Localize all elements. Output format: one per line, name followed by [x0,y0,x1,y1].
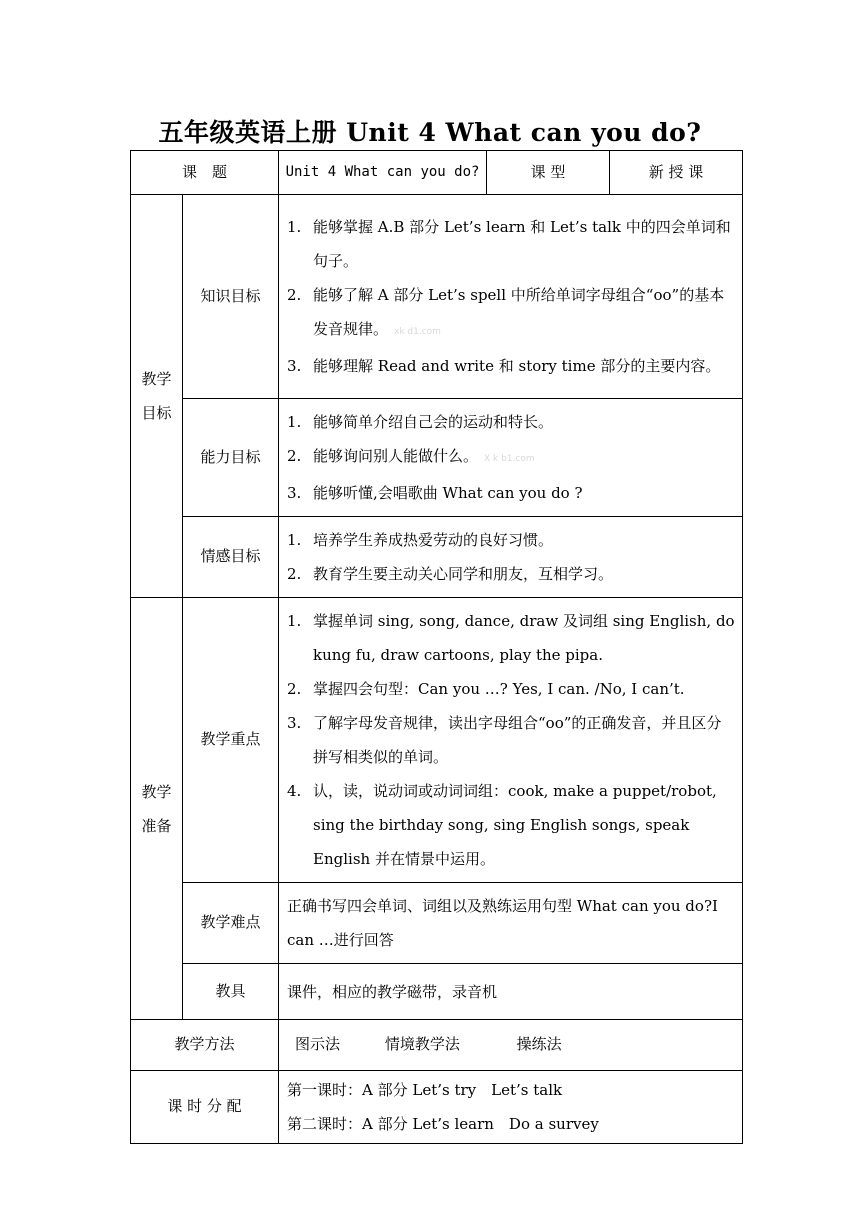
type-value: 新 授 课 [648,162,704,181]
goals-label: 教学目标 [141,370,172,422]
methods-label: 教学方法 [174,1035,235,1054]
schedule-items-cell [279,1071,743,1144]
header-row [131,151,743,195]
key-points-label: 教学重点 [200,730,261,749]
topic-label-cell [131,151,279,195]
list-item: 1. 能够简单介绍自己会的运动和特长。 [287,413,554,431]
methods-label-cell [131,1020,279,1071]
method-item: 操练法 [516,1035,562,1054]
emotion-items-cell [279,517,743,598]
knowledge-goals-row [131,195,743,399]
preparation-label-cell [131,598,183,1020]
aids-label-cell [183,964,279,1020]
list-item: 2. 掌握四会句型：Can you …? Yes, I can. /No, I can’t. [287,680,685,698]
ability-goals-row [131,399,743,517]
schedule-item: 第二课时：A 部分 Let’s learn Do a survey [287,1115,599,1133]
schedule-label-cell [131,1071,279,1144]
goals-label-cell [131,195,183,598]
key-points-row [131,598,743,883]
method-item: 图示法 [295,1035,341,1054]
list-item: 1. 培养学生养成热爱劳动的良好习惯。 [287,531,554,549]
key-points-label-cell [183,598,279,883]
schedule-label: 课 时 分 配 [167,1097,242,1116]
list-item: 3. 了解字母发音规律，读出字母组合“oo”的正确发音，并且区分拼写相类似的单词。 [287,714,722,766]
list-item: 3. 能够理解 Read and write 和 story time 部分的主要内容。 [287,357,721,375]
method-item: 情境教学法 [384,1035,460,1054]
topic-value: Unit 4 What can you do? [285,164,480,181]
document-title: 五年级英语上册 Unit 4 What can you do? [158,118,702,147]
type-label-cell [487,151,610,195]
key-points-items-cell [279,598,743,883]
ability-items-cell [279,399,743,517]
emotion-goals-row [131,517,743,598]
list-item: 3. 能够听懂,会唱歌曲 What can you do ? [287,484,583,502]
difficulties-text-cell [279,883,743,964]
difficulties-label: 教学难点 [200,913,261,932]
lesson-plan-table [130,150,743,1144]
difficulties-row [131,883,743,964]
list-item: 2. 能够了解 A 部分 Let’s spell 中所给单词字母组合“oo”的基本发音规律。 xk d1.com [287,286,725,338]
aids-row [131,964,743,1020]
aids-label: 教具 [215,981,246,1000]
list-item: 2. 教育学生要主动关心同学和朋友，互相学习。 [287,565,614,583]
knowledge-items-cell [279,195,743,399]
ability-label: 能力目标 [200,447,261,466]
emotion-label-cell [183,517,279,598]
type-value-cell [610,151,743,195]
methods-row [131,1020,743,1071]
ability-label-cell [183,399,279,517]
aids-text: 课件，相应的教学磁带，录音机 [287,982,498,1001]
methods-items-cell [279,1020,743,1071]
emotion-label: 情感目标 [200,547,261,566]
topic-value-cell [279,151,487,195]
difficulties-label-cell [183,883,279,964]
preparation-label: 教学准备 [141,782,172,835]
knowledge-label-cell [183,195,279,399]
list-item: 4. 认，读，说动词或动词词组：cook, make a puppet/robot, sing the birthday song, sing English songs, speak English 并在情景中运用。 [287,782,717,868]
topic-label: 课 题 [182,162,228,181]
list-item: 1. 掌握单词 sing, song, dance, draw 及词组 sing English, do kung fu, draw cartoons, play the pipa. [287,612,735,664]
difficulties-text: 正确书写四会单词、词组以及熟练运用句型 What can you do?I can …进行回答 [287,897,718,949]
schedule-item: 第一课时：A 部分 Let’s try Let’s talk [287,1081,563,1099]
type-label: 课 型 [530,162,566,181]
list-item: 1. 能够掌握 A.B 部分 Let’s learn 和 Let’s talk 中的四会单词和句子。 [287,218,731,270]
watermark: X k b1.com [484,454,535,464]
aids-text-cell [279,964,743,1020]
schedule-row [131,1071,743,1144]
knowledge-label: 知识目标 [200,286,261,305]
watermark: xk d1.com [394,327,441,337]
list-item: 2. 能够询问别人能做什么。 X k b1.com [287,447,535,465]
